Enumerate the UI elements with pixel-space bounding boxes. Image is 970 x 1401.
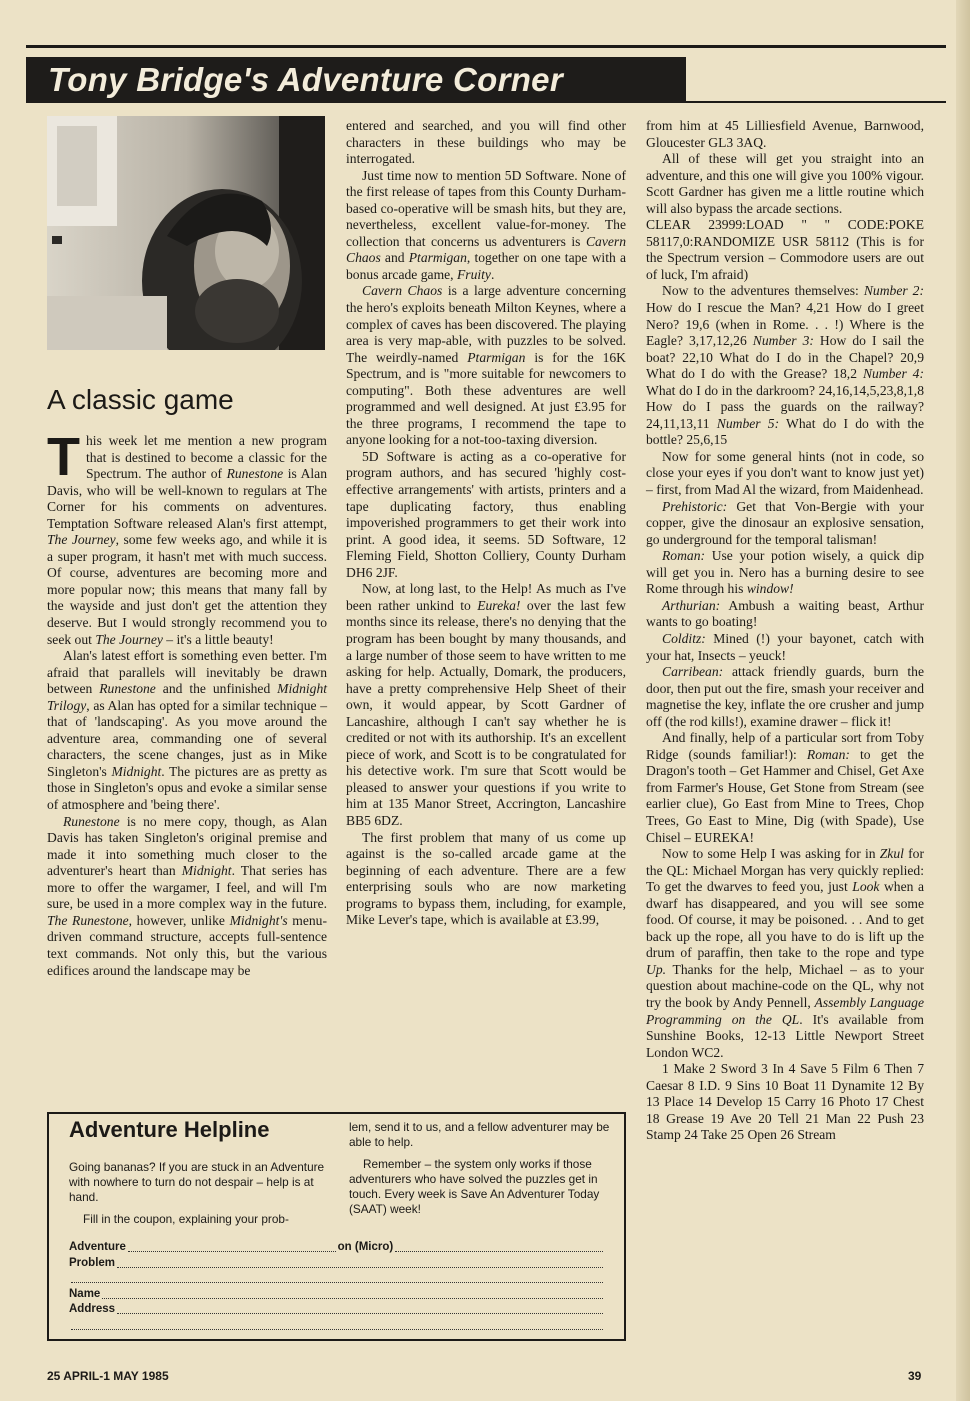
paragraph: Runestone is no mere copy, though, as Alan Davis has taken Singleton's original premise and made it into something much closer to the adventurer's heart than Midnight. That series has more to offer the wargamer, I feel, and will I'm sure, be used in a more complex way in the future. The Runestone, however, unlike Midnight's menu-driven command structure, accepts full-sentence text commands. Not only this, but the various edifices around the landscape may be — [47, 813, 327, 978]
paragraph: Now to the adventures themselves: Number 2: How do I rescue the Man? 4,21 How do I greet Nero? 19,6 (when in Rome. . . !) Where is the Eagle? 3,17,12,26 Number 3: How do I sail the boat? 22,10 What do I do in the Chapel? 20,9 What do I do with the Grease? 18,2 Number 4: What do I do in the darkroom? 24,16,14,5,23,8,1,8 How do I pass the guards on the railway? 24,11,13,11 Number 5: What do I do with the bottle? 25,6,15 — [646, 283, 925, 448]
problem-field-line[interactable] — [71, 1282, 603, 1283]
issue-date: 25 APRIL-1 MAY 1985 — [47, 1369, 169, 1383]
helpline-text: Remember – the system only works if those adventurers who have solved the puzzles get in touch. Every week is Save An Adventurer Today (SAAT) week! — [349, 1157, 600, 1216]
top-rule — [26, 45, 946, 48]
page-title: Tony Bridge's Adventure Corner — [48, 61, 563, 98]
helpline-text: Fill in the coupon, explaining your prob- — [83, 1212, 289, 1226]
helpline-intro — [69, 1160, 331, 1234]
paragraph: This week let me mention a new program that is destined to become a classic for the Spectrum. The author of Runestone is Alan Davis, who will be well-known to regulars at The Corner for his comments on adventures. Temptation Software released Alan's first attempt, The Journey, some few weeks ago, and while it is a super program, it hasn't met with much success. Of course, adventures are becoming more and more popular now; this means that many fall by the wayside and just don't get the attention they deserve. But I would strongly recommend you to seek out The Journey – it's a little beauty! — [47, 427, 328, 647]
paragraph: The first problem that many of us come up against is the so-called arcade game at the beginning of each adventure. There are a few enterprising souls who are now marketing programs to bypass them, including, for example, Mike Lever's tape, which is available at £3.99, — [346, 829, 626, 928]
paragraph: Now, at long last, to the Help! As much as I've been rather unkind to Eureka! over the last few months since its release, there's no denying that the program has been bought by many thousands, and a large number of those seem to have written to me asking for help. Actually, Domark, the producers, have a pretty comprehensive Help Sheet of their own, it would appear, by Scott Gardner of Lancashire, although I can't say whether he is credited or not with its authorship. It's an excellent piece of work, and Scott is to be congratulated for his detective work. I'm sure that Scott would be pleased to answer your questions if you write to him at 135 Manor Street, Accrington, Lancashire BB5 6DZ. — [346, 581, 626, 828]
coupon-form — [69, 1240, 605, 1333]
address-row-2 — [69, 1318, 605, 1333]
name-row — [69, 1287, 605, 1302]
paragraph: And finally, help of a particular sort from Toby Ridge (sounds familiar!): Roman: to get the Dragon's tooth – Get Hammer and Chisel, Get Axe from Farmer's House, Get Stone from Stream (see earlier clue), Go East from Mine to Trees, Chop Trees, Go East to Mine, Dig (with Spade), Use Chisel – EUREKA! — [646, 730, 924, 845]
paragraph: Carribean: attack friendly guards, burn the door, then put out the fire, smash your receiver and magnetise the key, inflate the ore crusher and jump off (the rod kills!), examine drawer – flick it! — [646, 664, 924, 729]
problem-row — [69, 1256, 605, 1271]
article-column-1 — [47, 427, 328, 979]
problem-row-2 — [69, 1271, 605, 1286]
code-key-list: 1 Make 2 Sword 3 In 4 Save 5 Film 6 Then 7 Caesar 8 I.D. 9 Sins 10 Boat 11 Dynamite 12 By 13 Place 14 Develop 15 Carry 16 Photo 17 Chest 18 Grease 19 Ave 20 Tell 21 Man 22 Push 23 Stamp 24 Take 25 Open 26 Stream — [646, 1061, 924, 1143]
code-listing: CLEAR 23999:LOAD " " CODE:POKE 58117,0:RANDOMIZE USR 58112 (This is for the Spectrum version – Commodore users are out of luck, I'm afraid) — [646, 217, 924, 282]
paragraph: entered and searched, and you will find other characters in these buildings who may be interrogated. — [346, 118, 626, 167]
paragraph: 5D Software is acting as a co-operative for program authors, and has secured 'highly cost-effective arrangements' with artists, printers and a tape duplicating factory, thus enabling impoverished programmers to get their work into print. A good idea, it seems. 5D Software, 12 Fleming Field, Shotton Colliery, County Durham DH6 2JF. — [346, 448, 626, 580]
paragraph: Arthurian: Ambush a waiting beast, Arthur wants to go boating! — [646, 597, 924, 630]
address-field-line[interactable] — [71, 1329, 603, 1330]
problem-label: Problem — [69, 1256, 116, 1269]
paragraph: Colditz: Mined (!) your bayonet, catch with your hat, Insects – yeuck! — [646, 630, 924, 663]
paragraph: from him at 45 Lilliesfield Avenue, Barnwood, Gloucester GL3 3AQ. — [646, 118, 924, 150]
paragraph: Cavern Chaos is a large adventure concerning the hero's exploits beneath Milton Keynes, where a complex of caves has been discovered. The playing area is very map-able, with puzzles to be solved. The weirdly-named Ptarmigan is for the 16K Spectrum, and is "more suitable for newcomers to computing". Both these adventures are well programmed and well designed. At just £3.95 for the three programs, I recommend the tape to anyone looking for a not-too-taxing diversion. — [346, 283, 626, 448]
helpline-text: Going bananas? If you are stuck in an Adventure with nowhere to turn do not despair – help is at hand. — [69, 1160, 325, 1204]
adventure-helpline-coupon — [47, 1112, 626, 1341]
paragraph: Now for some general hints (not in code, so close your eyes if you don't want to know just yet) – first, from Mad Al the wizard, from Maidenhead. — [646, 448, 924, 498]
helpline-instructions — [349, 1120, 611, 1224]
micro-label: on (Micro) — [337, 1241, 394, 1253]
name-label: Name — [69, 1287, 101, 1300]
address-label: Address — [69, 1303, 116, 1315]
paragraph: Prehistoric: Get that Von-Bergie with your copper, give the dinosaur an explosive sensation, go underground for the temporal talisman! — [646, 498, 924, 547]
page-edge — [956, 0, 970, 1401]
paragraph: Just time now to mention 5D Software. None of the first release of tapes from this County Durham-based co-operative will be smash hits, but they are, nevertheless, excellent value-for-money. The collection that concerns us adventurers is Cavern Chaos and Ptarmigan, together on one tape with a bonus arcade game, Fruity. — [346, 167, 626, 282]
micro-field[interactable] — [395, 1251, 603, 1252]
author-photo — [47, 116, 325, 350]
address-field[interactable] — [117, 1313, 603, 1314]
adventure-row — [69, 1240, 605, 1255]
adventure-label: Adventure — [69, 1241, 126, 1253]
address-row — [69, 1302, 605, 1317]
drop-cap: T — [47, 427, 80, 487]
page-number: 39 — [908, 1369, 922, 1383]
banner-rule — [686, 101, 946, 103]
paragraph: Roman: Use your potion wisely, a quick dip will get you in. Nero has a burning desire to see Rome through his window! — [646, 548, 924, 597]
paragraph: All of these will get you straight into an adventure, and this one will give you 100% vigour. Scott Gardner has given me a little routine which will also bypass the arcade sections. — [646, 151, 924, 216]
paragraph: Now to some Help I was asking for in Zkul for the QL: Michael Morgan has very quickly replied: To get the dwarves to feed you, just Look when a dwarf has disappeared, and you will see some food. Of course, it may be poisoned. . . And to get back up the rope, all you have to do is lift up the drum of paraffin, then take to the rope and type Up. Thanks for the help, Michael – as to your question about machine-code on the QL, why not try the book by Andy Pennell, Assembly Language Programming on the QL. It's available from Sunshine Books, 12-13 Little Newport Street London WC2. — [646, 846, 924, 1060]
header-banner — [26, 57, 686, 103]
adventure-field[interactable] — [128, 1251, 336, 1252]
helpline-text: lem, send it to us, and a fellow adventurer may be able to help. — [349, 1120, 610, 1149]
problem-field[interactable] — [117, 1267, 603, 1268]
article-column-3 — [646, 118, 924, 1144]
helpline-title: Adventure Helpline — [69, 1117, 270, 1142]
article-headline: A classic game — [47, 384, 234, 415]
name-field[interactable] — [102, 1298, 603, 1299]
article-column-2 — [346, 118, 626, 929]
paragraph: Alan's latest effort is something even better. I'm afraid that parallels will inevitably be drawn between Runestone and the unfinished Midnight Trilogy, as Alan has opted for a similar technique – that of 'landscaping'. As you move around the adventure area, commanding one of several characters, the scene changes, just as in Mike Singleton's Midnight. The pictures are as pretty as those in Singleton's opus and evoke a similar sense of atmosphere and 'being there'. — [47, 648, 328, 813]
